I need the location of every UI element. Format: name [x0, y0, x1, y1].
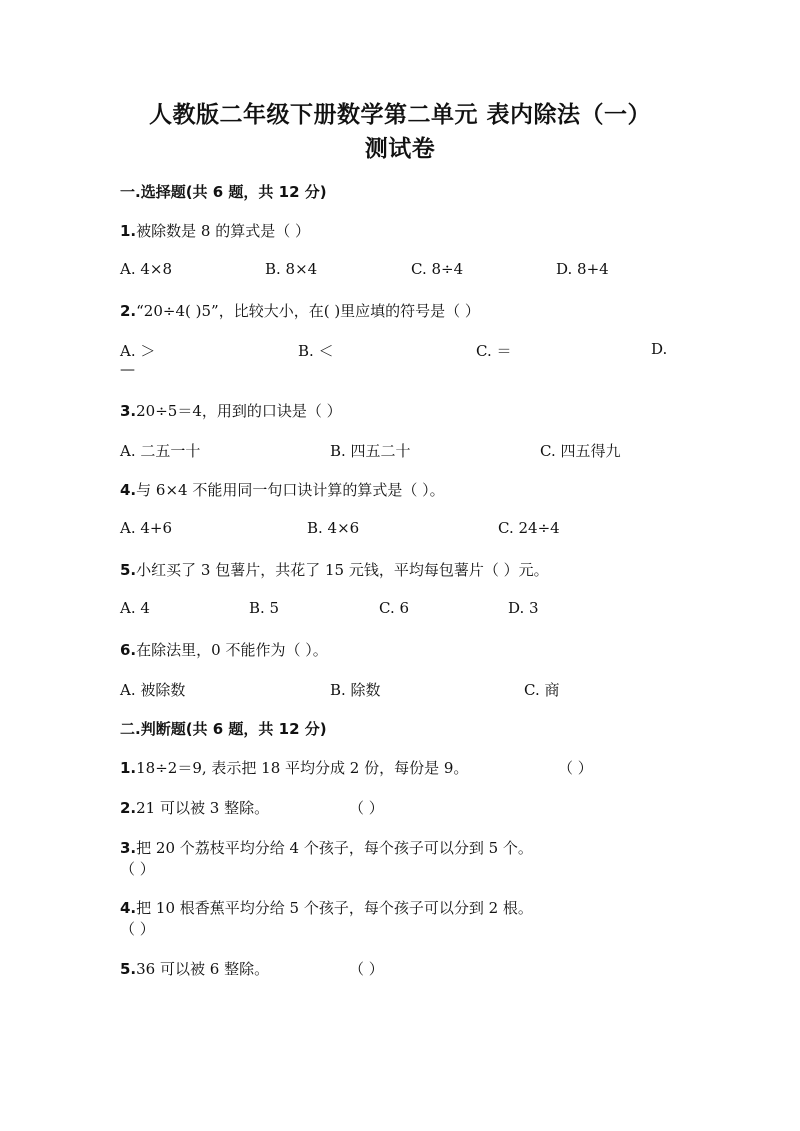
q4-option-b: B. 4×6	[307, 519, 360, 537]
question-text: 小红买了 3 包薯片，共花了 15 元钱，平均每包薯片（ ）元。	[136, 561, 549, 579]
q3-option-c: C. 四五得九	[540, 442, 621, 460]
question-number: 3.	[120, 402, 137, 420]
question-text: 被除数是 8 的算式是（ ）	[136, 222, 310, 240]
answer-bracket: （ ）	[120, 920, 155, 938]
question-number: 1.	[120, 222, 137, 240]
question-text: 20÷5＝4，用到的口诀是（ ）	[136, 402, 342, 420]
q2-option-a: A. ＞	[120, 342, 156, 360]
page-subtitle: 测试卷	[364, 136, 436, 162]
question-text: 21 可以被 3 整除。	[136, 799, 270, 817]
question-number: 4.	[120, 899, 137, 917]
question-text: 36 可以被 6 整除。	[136, 960, 270, 978]
judge-question-5	[120, 958, 269, 979]
q1-option-c: C. 8÷4	[411, 260, 464, 278]
q4-option-c: C. 24÷4	[498, 519, 560, 537]
answer-bracket: （ ）	[558, 759, 593, 777]
question-text: 把 20 个荔枝平均分给 4 个孩子，每个孩子可以分到 5 个。	[136, 839, 533, 857]
question-number: 4.	[120, 481, 137, 499]
question-number: 2.	[120, 302, 137, 320]
q4-option-a: A. 4+6	[120, 519, 173, 537]
judge-question-2	[120, 797, 269, 818]
q2-option-d-wrap: —	[120, 360, 135, 378]
question-number: 2.	[120, 799, 137, 817]
q1-option-b: B. 8×4	[265, 260, 318, 278]
q3-option-a: A. 二五一十	[120, 442, 201, 460]
answer-bracket: （ ）	[349, 799, 384, 817]
q6-option-c: C. 商	[524, 681, 560, 699]
q6-option-a: A. 被除数	[120, 681, 186, 699]
section-heading-choice: 一.选择题(共 6 题，共 12 分)	[120, 183, 327, 201]
q5-option-a: A. 4	[120, 599, 150, 617]
question-text: 18÷2＝9, 表示把 18 平均分成 2 份，每份是 9。	[136, 759, 469, 777]
question-number: 6.	[120, 641, 137, 659]
section-heading-judge: 二.判断题(共 6 题，共 12 分)	[120, 720, 327, 738]
q2-option-c: C. ＝	[476, 342, 512, 360]
q2-option-d: D.	[651, 340, 668, 358]
question-1	[120, 220, 310, 241]
q1-option-d: D. 8+4	[556, 260, 609, 278]
judge-question-1	[120, 757, 468, 778]
question-number: 5.	[120, 561, 137, 579]
question-number: 5.	[120, 960, 137, 978]
question-3	[120, 400, 342, 421]
question-number: 1.	[120, 759, 137, 777]
question-2	[120, 300, 480, 321]
judge-question-4	[120, 897, 533, 918]
q3-option-b: B. 四五二十	[330, 442, 411, 460]
answer-bracket: （ ）	[120, 860, 155, 878]
q2-option-b: B. ＜	[298, 342, 334, 360]
question-text: 与 6×4 不能用同一句口诀计算的算式是（ ）。	[136, 481, 445, 499]
q5-option-c: C. 6	[379, 599, 410, 617]
question-text: 把 10 根香蕉平均分给 5 个孩子，每个孩子可以分到 2 根。	[136, 899, 533, 917]
q6-option-b: B. 除数	[330, 681, 381, 699]
question-5	[120, 559, 549, 580]
answer-bracket: （ ）	[349, 960, 384, 978]
q5-option-d: D. 3	[508, 599, 539, 617]
question-text: “20÷4( )5”，比较大小，在( )里应填的符号是（ ）	[136, 302, 480, 320]
question-number: 3.	[120, 839, 137, 857]
page-title: 人教版二年级下册数学第二单元 表内除法（一）	[148, 102, 651, 128]
question-4	[120, 479, 445, 500]
question-text: 在除法里，0 不能作为（ ）。	[136, 641, 328, 659]
q1-option-a: A. 4×8	[120, 260, 173, 278]
judge-question-3	[120, 837, 533, 858]
question-6	[120, 639, 328, 660]
q5-option-b: B. 5	[249, 599, 280, 617]
